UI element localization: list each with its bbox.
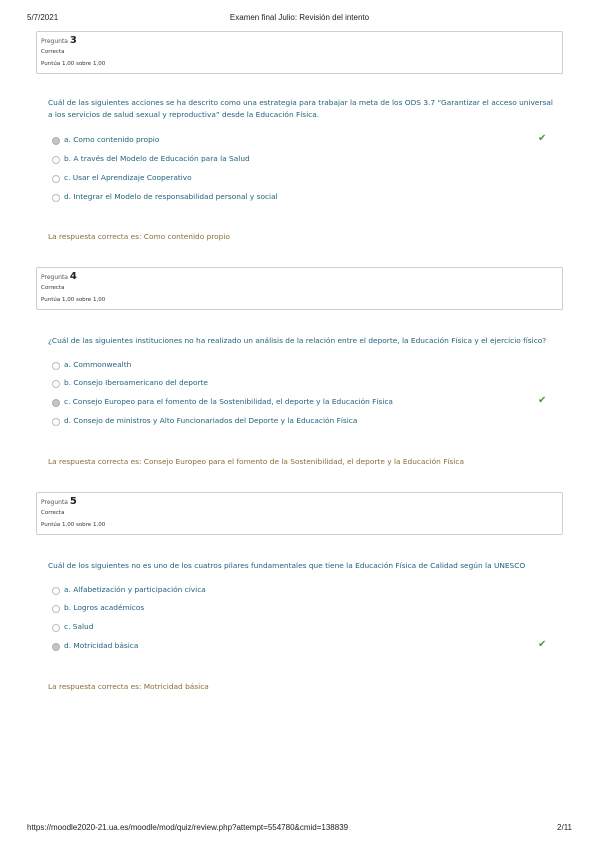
answer-label: c. Usar el Aprendizaje Cooperativo [64,173,192,182]
question-label: Pregunta [41,38,68,45]
answer-label: d. Integrar el Modelo de responsabilidad personal y social [64,192,278,201]
print-page-number: 2/11 [557,823,572,832]
radio-button[interactable] [52,624,60,632]
radio-button[interactable] [52,194,60,202]
check-icon: ✔ [538,639,547,650]
answer-label: c. Consejo Europeo para el fomento de la Sostenibilidad, el deporte y la Educación Física [64,397,393,406]
answer-label: c. Salud [64,622,94,631]
radio-button[interactable] [52,418,60,426]
radio-button[interactable] [52,137,60,145]
right-answer: La respuesta correcta es: Consejo Europeo para el fomento de la Sostenibilidad, el deporte y la Educación Física [48,457,464,466]
question-text: Cuál de los siguientes no es uno de los cuatros pilares fundamentales que tiene la Educación Física de Calidad según la UNESCO [48,561,526,570]
question-number: 5 [69,496,77,507]
answer-option[interactable] [52,173,552,185]
answer-option[interactable] [52,641,552,653]
answer-option[interactable] [52,603,552,615]
answer-label: d. Consejo de ministros y Alto Funcionariados del Deporte y la Educación Física [64,416,358,425]
print-title: Examen final Julio: Revisión del intento [229,13,370,22]
answer-option[interactable] [52,135,552,147]
question-info-box [36,31,563,74]
check-icon: ✔ [538,395,547,406]
answer-label: a. Alfabetización y participación cívica [64,585,206,594]
print-url: https://moodle2020-21.ua.es/moodle/mod/quiz/review.php?attempt=554780&cmid=138839 [27,823,349,832]
answer-option[interactable] [52,585,552,597]
answer-option[interactable] [52,378,552,390]
answer-option[interactable] [52,360,552,372]
question-number: 4 [69,271,77,282]
answer-option[interactable] [52,154,552,166]
radio-button[interactable] [52,362,60,370]
answer-label: b. A través del Modelo de Educación para la Salud [64,154,250,163]
question-label: Pregunta [41,499,68,506]
answer-option[interactable] [52,622,552,634]
print-date: 5/7/2021 [27,13,59,22]
radio-button[interactable] [52,175,60,183]
answer-option[interactable] [52,397,552,409]
radio-button[interactable] [52,156,60,164]
question-label: Pregunta [41,274,68,281]
answer-label: a. Como contenido propio [64,135,160,144]
question-info-box [36,492,563,535]
radio-button[interactable] [52,643,60,651]
answer-option[interactable] [52,192,552,204]
question-grade: Puntúa 1,00 sobre 1,00 [41,297,106,303]
right-answer: La respuesta correcta es: Como contenido propio [48,232,230,241]
question-text: ¿Cuál de las siguientes instituciones no ha realizado un análisis de la relación entre el deporte, la Educación Física y el ejercicio físico? [48,336,547,345]
answer-label: d. Motricidad básica [64,641,139,650]
question-state: Correcta [41,510,65,516]
radio-button[interactable] [52,587,60,595]
right-answer: La respuesta correcta es: Motricidad básica [48,682,209,691]
question-info-box [36,267,563,310]
answer-label: b. Consejo Iberoamericano del deporte [64,378,208,387]
question-grade: Puntúa 1,00 sobre 1,00 [41,522,106,528]
answer-label: b. Logros académicos [64,603,145,612]
answer-label: a. Commonwealth [64,360,132,369]
question-number: 3 [69,35,77,46]
question-grade: Puntúa 1,00 sobre 1,00 [41,61,106,67]
answer-option[interactable] [52,416,552,428]
radio-button[interactable] [52,380,60,388]
question-text: Cuál de las siguientes acciones se ha descrito como una estrategia para trabajar la meta de los ODS 3.7 “Garantizar el acceso universal a los servicios de salud sexual y reproductiva” desde la Educación Física. [48,98,553,119]
question-state: Correcta [41,285,65,291]
radio-button[interactable] [52,399,60,407]
check-icon: ✔ [538,133,547,144]
radio-button[interactable] [52,605,60,613]
question-state: Correcta [41,49,65,55]
